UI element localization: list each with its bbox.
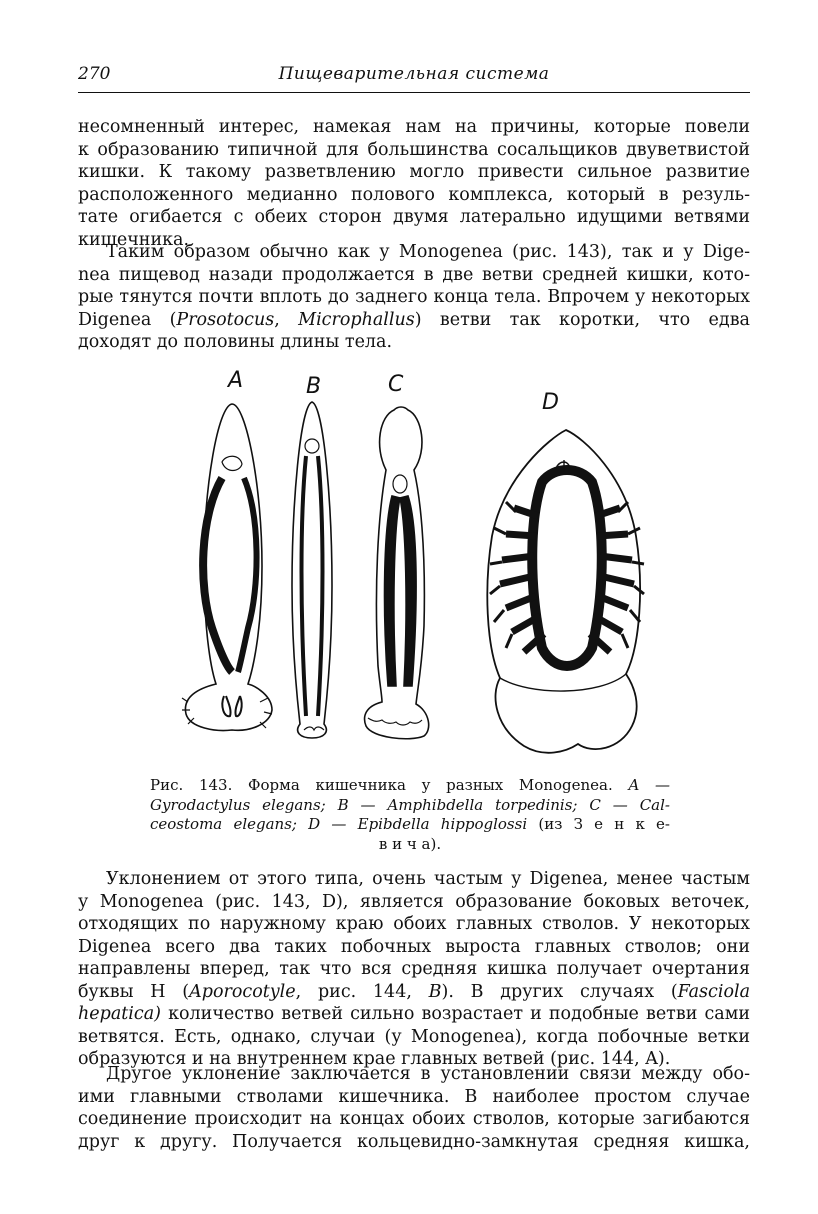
paragraph-1 xyxy=(78,116,750,251)
text-line: отходящих по наружному краю обоих главных стволов. У некоторых xyxy=(78,914,750,934)
text-line: кишки. К такому разветвлению могло привести сильное развитие xyxy=(78,162,750,182)
page-number: 270 xyxy=(78,64,111,84)
text-line: доходят до половины длины тела. xyxy=(78,332,393,352)
text-line: Digenea всего два таких побочных выроста главных стволов; они xyxy=(78,936,750,957)
figure-drawings xyxy=(160,366,680,766)
text-line: Другое уклонение заключается в установлении связи между обо- xyxy=(106,1064,750,1084)
figure-label-a: A xyxy=(228,368,244,393)
header-rule xyxy=(78,92,750,93)
worm-d-drawing xyxy=(487,430,644,753)
text-line: кишечника. xyxy=(78,229,190,250)
text-line: nea пищевод назади продолжается в две ветви средней кишки, кото- xyxy=(78,264,750,285)
text-line: соединение происходит на концах обоих стволов, которые загибаются xyxy=(78,1109,750,1129)
text-line: hepatica) количество ветвей сильно возрастает и подобные ветви сами xyxy=(78,1004,750,1024)
text-line: Digenea (Prosotocus, Microphallus) ветви так коротки, что едва xyxy=(78,309,750,330)
figure-caption xyxy=(150,776,670,854)
worm-b-drawing xyxy=(292,402,332,738)
page-header xyxy=(78,62,750,88)
text-line: тате огибается с обеих сторон двумя латерально идущими ветвями xyxy=(78,207,750,227)
text-line: ветвятся. Есть, однако, случаи (у Monogenea), когда побочные ветки xyxy=(78,1026,750,1047)
text-line: к образованию типичной для большинства сосальщиков двуветвистой xyxy=(78,139,750,160)
text-line: ими главными стволами кишечника. В наиболее простом случае xyxy=(78,1086,750,1107)
paragraph-3 xyxy=(78,868,750,1071)
text-line: направлены вперед, так что вся средняя кишка получает очертания xyxy=(78,959,750,979)
figure-label-c: C xyxy=(388,372,404,397)
figure-label-b: B xyxy=(306,374,322,399)
text-line: несомненный интерес, намекая нам на причины, которые повели xyxy=(78,117,750,137)
text-line: образуются и на внутреннем крае главных ветвей (рис. 144, A). xyxy=(78,1049,671,1069)
text-line: буквы Н (Aporocotyle, рис. 144, B). В других случаях (Fasciola xyxy=(78,981,751,1002)
caption-line: Рис. 143. Форма кишечника у разных Monogenea. A — xyxy=(150,776,670,794)
text-line: расположенного медианно полового комплекса, который в резуль- xyxy=(78,184,750,205)
text-line: рые тянутся почти вплоть до заднего конца тела. Впрочем у некоторых xyxy=(78,287,750,307)
text-line: друг к другу. Получается кольцевидно-замкнутая средняя кишка, xyxy=(78,1131,750,1152)
paragraph-2 xyxy=(78,241,750,354)
worm-a-drawing xyxy=(182,404,272,730)
worm-c-drawing xyxy=(365,407,429,739)
paragraph-4 xyxy=(78,1063,750,1153)
figure-143 xyxy=(160,366,680,766)
caption-line: в и ч а). xyxy=(378,834,442,853)
caption-line: Gyrodactylus elegans; B — Amphibdella torpedinis; C — Cal- xyxy=(150,795,670,814)
running-title: Пищеварительная система xyxy=(278,64,550,84)
text-line: у Monogenea (рис. 143, D), является образование боковых веточек, xyxy=(78,891,750,912)
figure-label-d: D xyxy=(542,390,559,415)
caption-line: ceostoma elegans; D — Epibdella hippoglossi (из З е н к е- xyxy=(150,815,671,833)
text-line: Таким образом обычно как у Monogenea (рис. 143), так и у Dige- xyxy=(106,242,750,262)
text-line: Уклонением от этого типа, очень частым у Digenea, менее частым xyxy=(106,869,750,889)
